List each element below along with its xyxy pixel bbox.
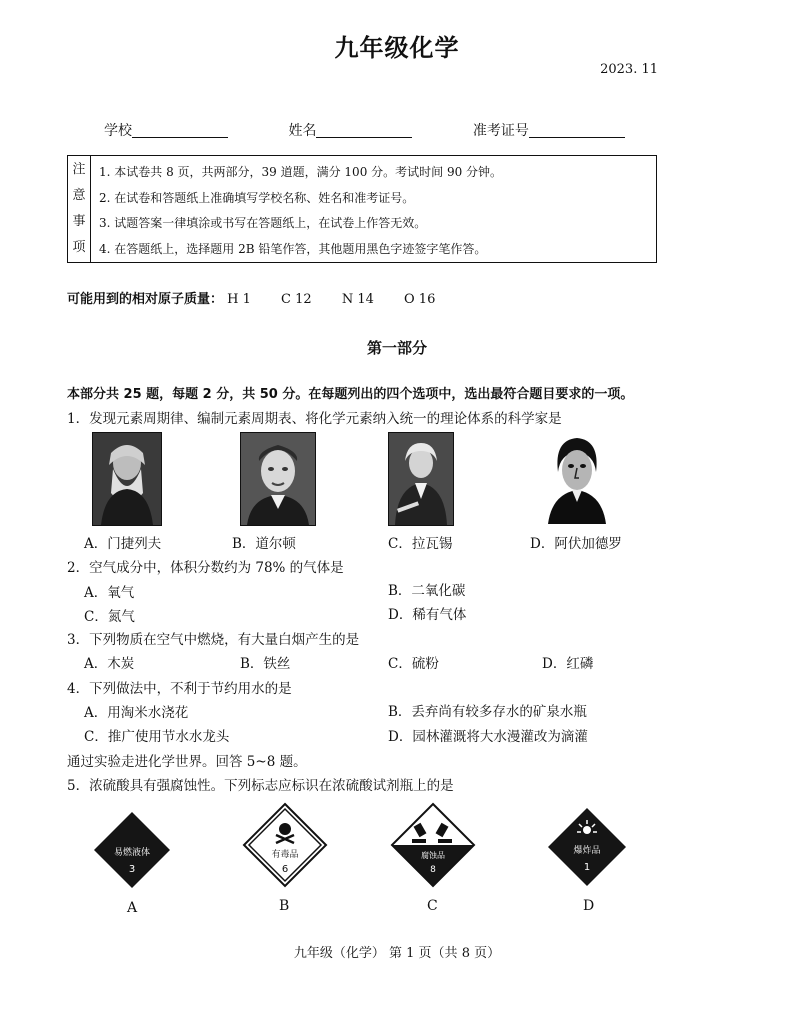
question-stem: 3．下列物质在空气中燃烧，有大量白烟产生的是 xyxy=(67,632,360,648)
exam-date: 2023. 11 xyxy=(600,62,658,77)
question-option: C．拉瓦锡 xyxy=(388,536,453,552)
name-blank xyxy=(316,123,412,138)
exam-no-blank xyxy=(529,123,625,138)
sign-letter: D xyxy=(583,898,595,914)
notice-rule: 4. 在答题纸上，选择题用 2B 铅笔作答，其他题用黑色字迹签字笔作答。 xyxy=(99,241,487,256)
notice-rule: 2. 在试卷和答题纸上准确填写学校名称、姓名和准考证号。 xyxy=(99,190,415,205)
sign-letter: A xyxy=(127,900,138,916)
question-option: A．木炭 xyxy=(84,656,135,672)
skull-icon xyxy=(279,823,291,835)
exam-no-label: 准考证号 xyxy=(472,123,529,139)
question-option: C．硫粉 xyxy=(388,656,439,672)
school-blank xyxy=(132,123,228,138)
question-stem: 1．发现元素周期律、编制元素周期表、将化学元素纳入统一的理论体系的科学家是 xyxy=(67,411,562,427)
question-stem: 4．下列做法中，不利于节约用水的是 xyxy=(67,681,292,697)
exam-no-field xyxy=(473,120,625,140)
scientist-portrait-b xyxy=(240,432,316,526)
notice-rules xyxy=(91,156,657,263)
question-option: A．门捷列夫 xyxy=(84,536,162,552)
question-option: A．用淘米水浇花 xyxy=(84,705,189,721)
corrosive-sign xyxy=(390,802,476,888)
section-intro: 本部分共 25 题，每题 2 分，共 50 分。在每题列出的四个选项中，选出最符合题目要求的一项。 xyxy=(67,387,634,402)
question-option: A．氧气 xyxy=(84,585,135,601)
flammable-liquid-sign xyxy=(92,810,172,890)
question-stem: 5．浓硫酸具有强腐蚀性。下列标志应标识在浓硫酸试剂瓶上的是 xyxy=(67,778,454,794)
toxic-sign xyxy=(242,802,328,888)
sign-number: 1 xyxy=(583,862,591,873)
question-option: C．推广使用节水水龙头 xyxy=(84,729,230,745)
explosive-sign xyxy=(546,806,628,888)
scientist-portrait-c xyxy=(388,432,454,526)
notice-table xyxy=(67,155,657,263)
page-title: 九年级化学 xyxy=(334,33,460,62)
school-label: 学校 xyxy=(104,123,132,139)
student-info-row xyxy=(104,120,625,140)
question-stem: 2．空气成分中，体积分数约为 78% 的气体是 xyxy=(67,560,344,576)
name-field xyxy=(288,120,412,140)
question-option: B．铁丝 xyxy=(240,656,291,672)
question-option: D．红磷 xyxy=(542,656,594,672)
question-option: D．稀有气体 xyxy=(388,607,467,623)
question-option: D．园林灌溉将大水漫灌改为滴灌 xyxy=(388,729,588,745)
question-option: B．道尔顿 xyxy=(232,536,296,552)
section-title: 第一部分 xyxy=(366,339,427,357)
name-label: 姓名 xyxy=(288,123,317,139)
scientist-portrait-a xyxy=(92,432,162,526)
atomic-mass-item: O 16 xyxy=(404,292,436,307)
sign-letter: C xyxy=(427,898,438,914)
sign-text: 有毒品 xyxy=(271,850,299,860)
question-option: B．丢弃尚有较多存水的矿泉水瓶 xyxy=(388,704,587,720)
question-option: C．氮气 xyxy=(84,609,135,625)
explosion-icon xyxy=(583,826,591,834)
sign-number: 3 xyxy=(128,864,136,875)
scientist-portrait-d xyxy=(544,432,610,524)
sign-number: 6 xyxy=(281,864,289,875)
atomic-mass-line xyxy=(67,288,435,307)
sign-number: 8 xyxy=(430,865,436,875)
atomic-mass-label: 可能用到的相对原子质量： xyxy=(67,292,224,307)
notice-rule: 3. 试题答案一律填涂或书写在答题纸上，在试卷上作答无效。 xyxy=(99,216,427,230)
atomic-mass-item: H 1 xyxy=(227,292,251,307)
question-option: B．二氧化碳 xyxy=(388,583,466,599)
sign-text: 爆炸品 xyxy=(573,846,601,856)
experiment-intro: 通过实验走进化学世界。回答 5~8 题。 xyxy=(67,754,307,770)
notice-rule: 1. 本试卷共 8 页，共两部分，39 道题，满分 100 分。考试时间 90 分钟。 xyxy=(99,165,503,179)
page-footer: 九年级（化学） 第 1 页（共 8 页） xyxy=(293,946,501,961)
question-option: D．阿伏加德罗 xyxy=(530,536,622,552)
atomic-mass-item: N 14 xyxy=(341,292,374,307)
notice-side: 注 意 事 项 xyxy=(68,156,91,263)
sign-text: 腐蚀品 xyxy=(421,851,445,860)
sign-text: 易燃液体 xyxy=(113,848,151,858)
sign-letter: B xyxy=(279,898,290,914)
school-field xyxy=(104,120,228,140)
atomic-mass-item: C 12 xyxy=(281,292,312,307)
